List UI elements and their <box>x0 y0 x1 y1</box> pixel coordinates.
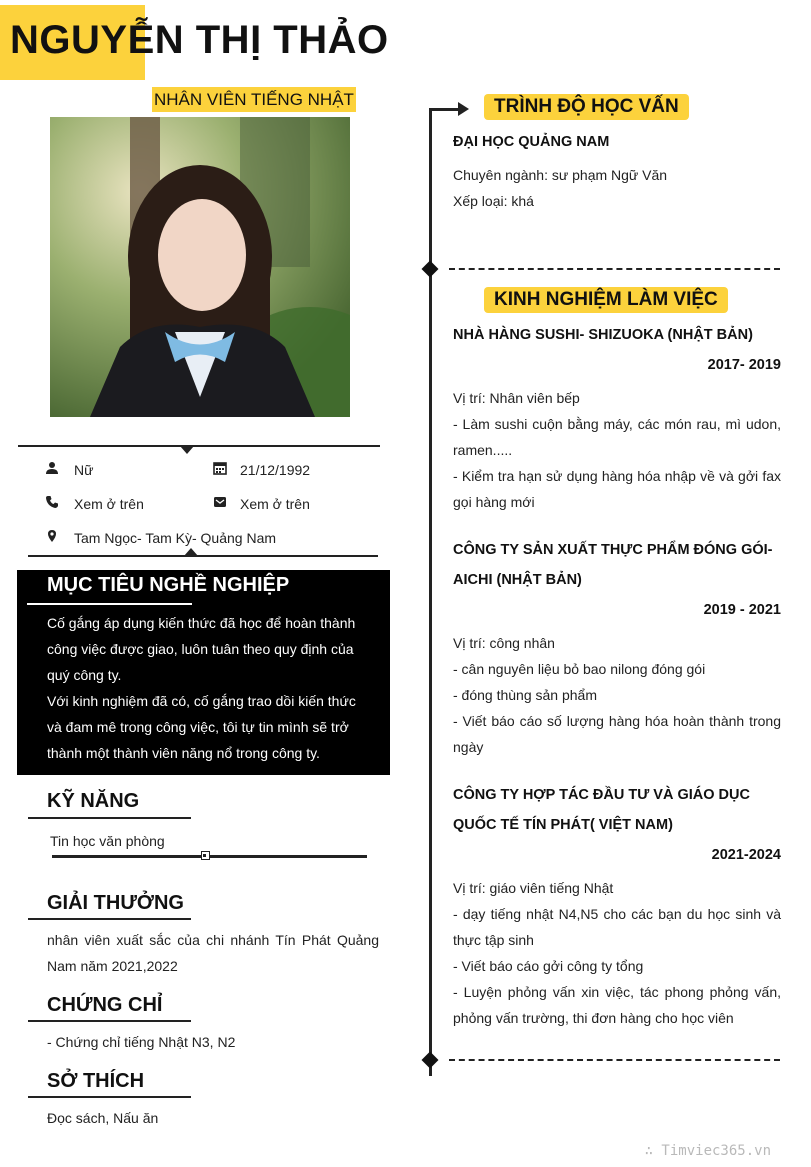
job-title: NHÂN VIÊN TIẾNG NHẬT <box>152 87 356 112</box>
info-top-divider <box>18 445 380 447</box>
awards-title: GIẢI THƯỞNG <box>47 892 184 914</box>
email-value: Xem ở trên <box>240 496 310 512</box>
job-details: Vị trí: Nhân viên bếp - Làm sushi cuộn bằng máy, các món rau, mì udon, ramen..... - Kiểm tra hạn sử dụng hàng hóa nhập về và gởi fax gọi hàng mới <box>453 390 781 510</box>
skills-underline <box>28 817 191 819</box>
certificates-underline <box>28 1020 191 1022</box>
section-divider <box>449 1059 780 1061</box>
arrow-right-icon <box>458 102 469 116</box>
skill-label: Tin học văn phòng <box>50 833 165 849</box>
birthdate-value: 21/12/1992 <box>240 462 311 478</box>
hobbies-title: SỞ THÍCH <box>47 1070 145 1092</box>
phone-value: Xem ở trên <box>74 496 144 512</box>
phone-icon <box>45 495 59 514</box>
hobbies-text: Đọc sách, Nấu ăn <box>47 1110 159 1126</box>
school-name: ĐẠI HỌC QUẢNG NAM <box>453 134 610 150</box>
skill-level-marker <box>201 851 210 860</box>
awards-underline <box>28 918 191 920</box>
awards-text: nhân viên xuất sắc của chi nhánh Tín Phát Quảng Nam năm 2021,2022 <box>47 932 379 974</box>
experience-title: KINH NGHIỆM LÀM VIỆC <box>484 287 728 313</box>
job-years: 2019 - 2021 <box>703 602 781 618</box>
job-years: 2021-2024 <box>711 847 781 863</box>
profile-photo <box>50 117 350 417</box>
candidate-name: NGUYỄN THỊ THẢO <box>10 18 389 62</box>
location-pin-icon <box>45 529 59 548</box>
education-title: TRÌNH ĐỘ HỌC VẤN <box>484 94 689 120</box>
objective-underline <box>27 603 192 605</box>
timeline-arrow-shaft <box>429 108 459 111</box>
objective-text: Cố gắng áp dụng kiến thức đã học để hoàn thành công việc được giao, luôn tuân theo quy định của quý công ty. Với kinh nghiệm đã có, cố gắng trao dồi kiến thức và đam mê trong công việc, tôi tự tin mình sẽ trở thành một thành viên năng nổ trong công ty. <box>47 615 356 761</box>
calendar-icon <box>213 461 227 480</box>
job-company: CÔNG TY HỢP TÁC ĐẦU TƯ VÀ GIÁO DỤC QUỐC TẾ TÍN PHÁT( VIỆT NAM) <box>453 787 750 833</box>
skill-level-track <box>52 855 367 858</box>
job-company: NHÀ HÀNG SUSHI- SHIZUOKA (NHẬT BẢN) <box>453 327 753 343</box>
objective-title: MỤC TIÊU NGHỀ NGHIỆP <box>47 574 290 596</box>
job-years: 2017- 2019 <box>707 357 781 373</box>
education-major: Chuyên ngành: sư phạm Ngữ Văn <box>453 167 668 183</box>
certificates-title: CHỨNG CHỈ <box>47 994 163 1016</box>
address-value: Tam Ngọc- Tam Kỳ- Quảng Nam <box>74 530 277 546</box>
info-bottom-divider <box>28 555 378 557</box>
gender-value: Nữ <box>74 462 94 478</box>
watermark: ∴ Timviec365.vn <box>644 1143 771 1159</box>
timeline-diamond <box>422 1052 439 1069</box>
job-details: Vị trí: giáo viên tiếng Nhật - dạy tiếng nhật N4,N5 cho các bạn du học sinh và thực tập sinh - Viết báo cáo gởi công ty tổng - Luyện phỏng vấn xin việc, tác phong phỏng vấn, phỏng vấn trường, thi đơn hàng cho học viên <box>453 880 781 1026</box>
section-divider <box>449 268 780 270</box>
caret-down-icon <box>180 446 194 454</box>
timeline-diamond <box>422 261 439 278</box>
email-icon <box>213 495 227 514</box>
timeline-line <box>429 108 432 1076</box>
job-company: CÔNG TY SẢN XUẤT THỰC PHẨM ĐÓNG GÓI- AICHI (NHẬT BẢN) <box>453 542 773 588</box>
certificates-text: - Chứng chỉ tiếng Nhật N3, N2 <box>47 1034 236 1050</box>
hobbies-underline <box>28 1096 191 1098</box>
skills-title: KỸ NĂNG <box>47 790 140 812</box>
user-icon <box>45 461 59 480</box>
education-grade: Xếp loại: khá <box>453 193 534 209</box>
job-details: Vị trí: công nhân - cân nguyên liệu bỏ bao nilong đóng gói - đóng thùng sản phẩm - Viết báo cáo số lượng hàng hóa hoàn thành trong ngày <box>453 635 781 755</box>
